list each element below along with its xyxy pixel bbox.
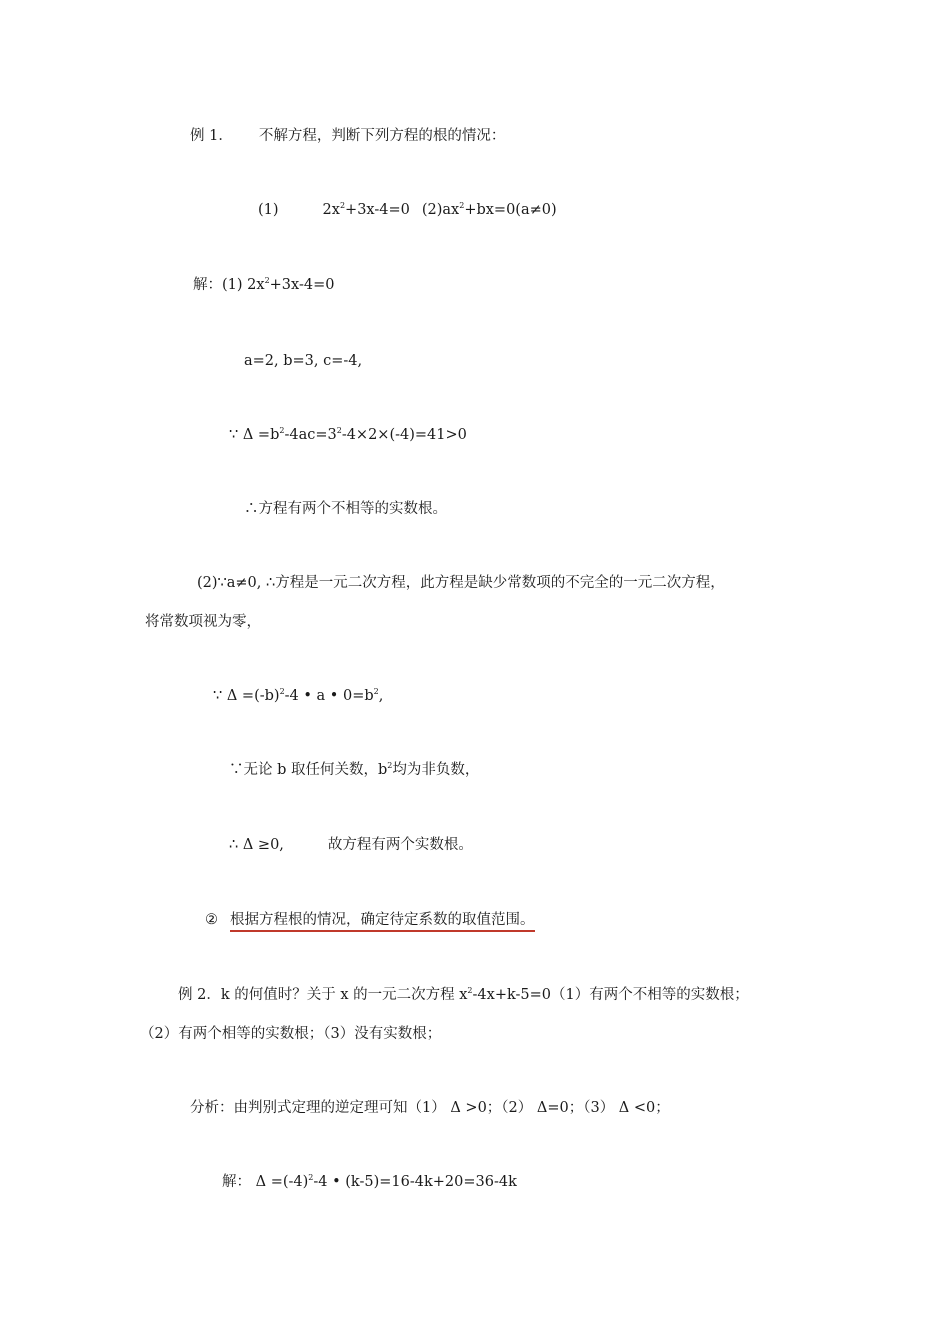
solution1-conclusion: ∴方程有两个不相等的实数根。 bbox=[244, 501, 447, 517]
example2-line1: 例 2．k 的何值时？关于 x 的一元二次方程 $x^2-4x+k-5=0(1)$有两个不相等的实数根； bbox=[178, 986, 749, 1003]
solution2-discriminant: ∵ $\Delta =(-b)^2-4$ • a • $0=b^2$, bbox=[213, 687, 384, 704]
solution1-discriminant: ∵ $\Delta =b^2-4ac=3^2-4\times 2\times(-4)=41>0$ bbox=[229, 426, 467, 443]
example2-solution: 解： $\Delta =(-4)^2-4$ • (k-5)=16-4k+20=36-4k bbox=[222, 1173, 517, 1190]
section2-marker: ② bbox=[205, 912, 218, 928]
solution2-conclusion: ∴ Δ ≥0, 故方程有两个实数根。 bbox=[229, 837, 473, 853]
example2-analysis: 分析：由判别式定理的逆定理可知（1） Δ >0；（2） Δ=0；（3） Δ <0； bbox=[190, 1100, 670, 1116]
solution2-line1: (2)∵a≠0, ∴方程是一元二次方程，此方程是缺少常数项的不完全的一元二次方程， bbox=[197, 575, 725, 591]
example1-title bbox=[190, 126, 505, 146]
example1-label: 例 1． bbox=[190, 128, 233, 144]
equation1: $2x^2+3x-4=0$ bbox=[322, 201, 410, 218]
solution1-coefficients: a=2, b=3, c=-4, bbox=[244, 353, 363, 369]
solution2-line2: 将常数项视为零， bbox=[145, 614, 261, 630]
section2-heading bbox=[205, 910, 535, 930]
solution2-nonnegative: ∵无论 b 取任何关数，$b^2$均为非负数， bbox=[229, 761, 480, 778]
section2-title: 根据方程根的情况，确定待定系数的取值范围。 bbox=[230, 912, 535, 932]
example2-line2: （2）有两个相等的实数根；（3）没有实数根； bbox=[140, 1026, 442, 1042]
example1-instruction: 不解方程，判断下列方程的根的情况： bbox=[258, 128, 506, 144]
equation1-number: (1) bbox=[258, 202, 279, 218]
example1-equations bbox=[258, 200, 557, 220]
equation2: $(2)ax^2+bx=0(a\ne 0)$ bbox=[421, 201, 557, 218]
solution1-heading: 解：(1) $2x^2+3x-4=0$ bbox=[193, 276, 335, 293]
